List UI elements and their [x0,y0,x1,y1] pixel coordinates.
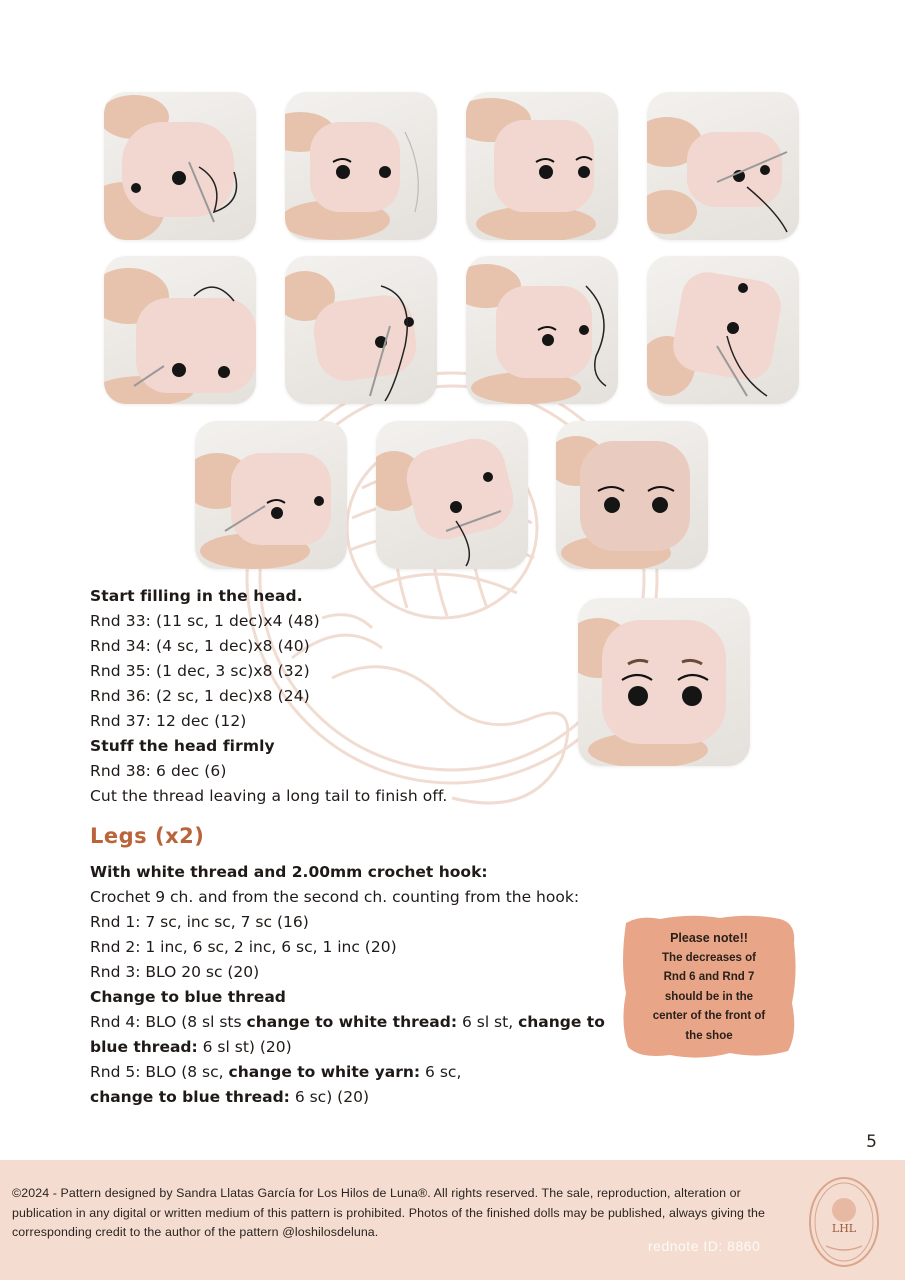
rnd-35: Rnd 35: (1 dec, 3 sc)x8 (32) [90,662,310,680]
rnd5-part-d: change to blue thread: [90,1088,290,1106]
step-photo-1 [104,92,256,240]
legs-rnd-5-cont [90,1085,630,1110]
rnd-38: Rnd 38: 6 dec (6) [90,762,227,780]
legs-chain: Crochet 9 ch. and from the second ch. counting from the hook: [90,888,580,906]
note-line-1: The decreases of [662,951,756,964]
rnd4-part-d: change to [518,1013,605,1031]
rnd5-part-e: 6 sc) (20) [289,1088,369,1106]
step-photo-11 [556,421,708,569]
rnd4-part-c: 6 sl st, [457,1013,519,1031]
note-line-5: the shoe [685,1029,733,1042]
rnd4-part-a: Rnd 4: BLO (8 sl sts [90,1013,247,1031]
rnd-37: Rnd 37: 12 dec (12) [90,712,247,730]
cut-thread: Cut the thread leaving a long tail to finish off. [90,787,448,805]
legs-rnd-2: Rnd 2: 1 inc, 6 sc, 2 inc, 6 sc, 1 inc (20) [90,938,397,956]
rnd4-part-e: blue thread: [90,1038,198,1056]
step-photo-5 [104,256,256,404]
legs-rnd-5 [90,1060,630,1085]
step-photo-6 [285,256,437,404]
rnd5-part-c: 6 sc, [420,1063,462,1081]
legs-intro: With white thread and 2.00mm crochet hook: [90,863,488,881]
page-number: 5 [866,1132,877,1152]
rnd5-part-a: Rnd 5: BLO (8 sc, [90,1063,229,1081]
rnd-33: Rnd 33: (11 sc, 1 dec)x4 (48) [90,612,320,630]
step-photo-2 [285,92,437,240]
rnd4-part-f: 6 sl st) (20) [197,1038,292,1056]
note-line-4: center of the front of [652,1010,766,1022]
logo-letters: LHL [831,1222,857,1235]
head-instructions [90,584,610,809]
step-photo-8 [647,256,799,404]
rnd-34: Rnd 34: (4 sc, 1 dec)x8 (40) [90,637,310,655]
footer [0,1160,905,1280]
legs-rnd-4-cont [90,1035,630,1060]
step-photo-3 [466,92,618,240]
rnd-36: Rnd 36: (2 sc, 1 dec)x8 (24) [90,687,310,705]
step-photo-9 [195,421,347,569]
note-line-2: Rnd 6 and Rnd 7 [663,971,755,983]
step-photo-10 [376,421,528,569]
note-box [620,913,798,1061]
rnd4-part-b: change to white thread: [246,1013,458,1031]
head-heading: Start filling in the head. [90,587,303,605]
stuff-head: Stuff the head firmly [90,737,275,755]
legs-instructions [90,860,630,1110]
change-blue: Change to blue thread [90,988,286,1006]
rnd5-part-b: change to white yarn: [228,1063,421,1081]
note-line-3: should be in the [664,990,754,1003]
note-title: Please note!! [670,931,748,945]
legs-title: Legs (x2) [90,824,205,848]
copyright-text: ©2024 - Pattern designed by Sandra Llatas García for Los Hilos de Luna®. All rights reserved. The sale, reproduction, alteration or publication in any digital or written medium of this pattern is prohibited. Photos of the finished dolls may be published, always giving the corresponding credit to the author of the pattern @loshilosdeluna. [12,1186,766,1240]
rednote-watermark: rednote ID: 8860 [648,1238,761,1254]
legs-rnd-4 [90,1010,630,1035]
legs-rnd-1: Rnd 1: 7 sc, inc sc, 7 sc (16) [90,913,309,931]
legs-rnd-3: Rnd 3: BLO 20 sc (20) [90,963,260,981]
step-photo-4 [647,92,799,240]
step-photo-7 [466,256,618,404]
brand-logo [806,1174,882,1270]
